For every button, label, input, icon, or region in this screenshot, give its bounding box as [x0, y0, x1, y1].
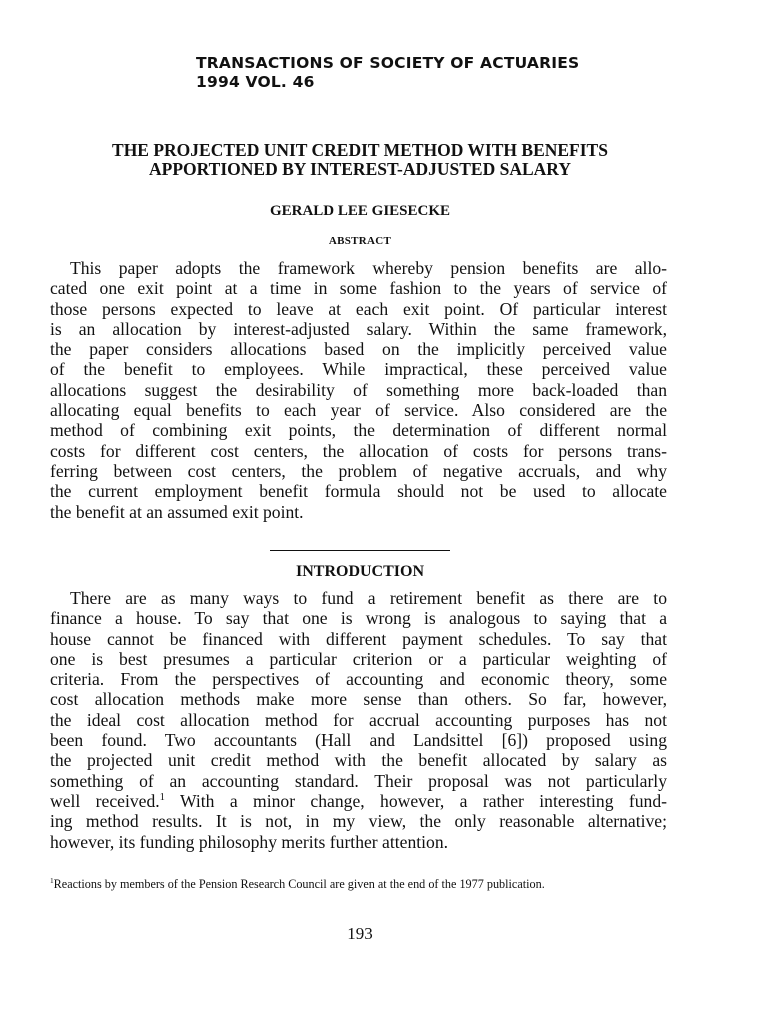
author-name: GERALD LEE GIESECKE: [269, 203, 451, 219]
abstract-line: method of combining exit points, the determination of different normal: [50, 420, 667, 441]
intro-line: criteria. From the perspectives of accounting and economic theory, some: [50, 669, 667, 690]
page-number: 193: [347, 924, 373, 943]
journal-header: [196, 54, 579, 92]
intro-line-with-footnote: [50, 791, 667, 811]
intro-line: ing method results. It is not, in my view, the only reasonable alternative;: [50, 811, 667, 832]
introduction-heading: INTRODUCTION: [295, 563, 424, 580]
abstract-line: costs for different cost centers, the allocation of costs for persons trans-: [50, 440, 667, 461]
journal-name: TRANSACTIONS OF SOCIETY OF ACTUARIES: [196, 54, 580, 72]
intro-line: something of an accounting standard. Their proposal was not particularly: [50, 770, 667, 791]
abstract-line: This paper adopts the framework whereby pension benefits are allo-: [70, 258, 667, 278]
introduction-body: [50, 588, 667, 852]
footnote-reference: 1: [159, 792, 165, 804]
abstract-heading: ABSTRACT: [328, 235, 392, 247]
abstract-line: is an allocation by interest-adjusted salary. Within the same framework,: [50, 318, 667, 339]
footnote-marker: 1: [50, 875, 54, 885]
section-divider: [270, 550, 450, 551]
intro-line: house cannot be financed with different payment schedules. To say that: [50, 628, 667, 649]
intro-line: the projected unit credit method with the benefit allocated by salary as: [50, 750, 667, 771]
abstract-line: cated one exit point at a time in some fashion to the years of service of: [50, 278, 667, 299]
journal-volume: 1994 VOL. 46: [196, 73, 315, 91]
intro-line: There are as many ways to fund a retirement benefit as there are to: [70, 588, 667, 608]
intro-line: been found. Two accountants (Hall and Landsittel [6]) proposed using: [50, 730, 667, 751]
paper-title: [40, 141, 680, 179]
footnote-text: Reactions by members of the Pension Research Council are given at the end of the 1977 publication.: [53, 877, 545, 891]
footnote: [50, 877, 667, 892]
abstract-line: the current employment benefit formula should not be used to allocate: [50, 481, 667, 502]
intro-line: the ideal cost allocation method for accrual accounting purposes has not: [50, 709, 667, 730]
abstract-line: the paper considers allocations based on the implicitly perceived value: [50, 339, 667, 360]
title-line-2: APPORTIONED BY INTEREST-ADJUSTED SALARY: [149, 159, 571, 179]
abstract-body: [50, 258, 667, 522]
intro-line: one is best presumes a particular criterion or a particular weighting of: [50, 648, 667, 669]
intro-line: cost allocation methods make more sense than others. So far, however,: [50, 689, 667, 710]
abstract-line: of the benefit to employees. While impractical, these perceived value: [50, 359, 667, 380]
intro-line-start: well received.: [50, 790, 160, 811]
intro-line: however, its funding philosophy merits further attention.: [50, 831, 449, 852]
intro-line: finance a house. To say that one is wrong is analogous to saying that a: [50, 608, 667, 629]
title-line-1: THE PROJECTED UNIT CREDIT METHOD WITH BENEFITS: [112, 140, 608, 160]
abstract-line: ferring between cost centers, the problem of negative accruals, and why: [50, 460, 667, 481]
intro-line-end: With a minor change, however, a rather interesting fund-: [164, 790, 668, 811]
abstract-line: the benefit at an assumed exit point.: [50, 501, 304, 522]
abstract-line: those persons expected to leave at each exit point. Of particular interest: [50, 298, 667, 319]
abstract-line: allocations suggest the desirability of something more back-loaded than: [50, 379, 667, 400]
abstract-line: allocating equal benefits to each year of service. Also considered are the: [50, 400, 667, 421]
